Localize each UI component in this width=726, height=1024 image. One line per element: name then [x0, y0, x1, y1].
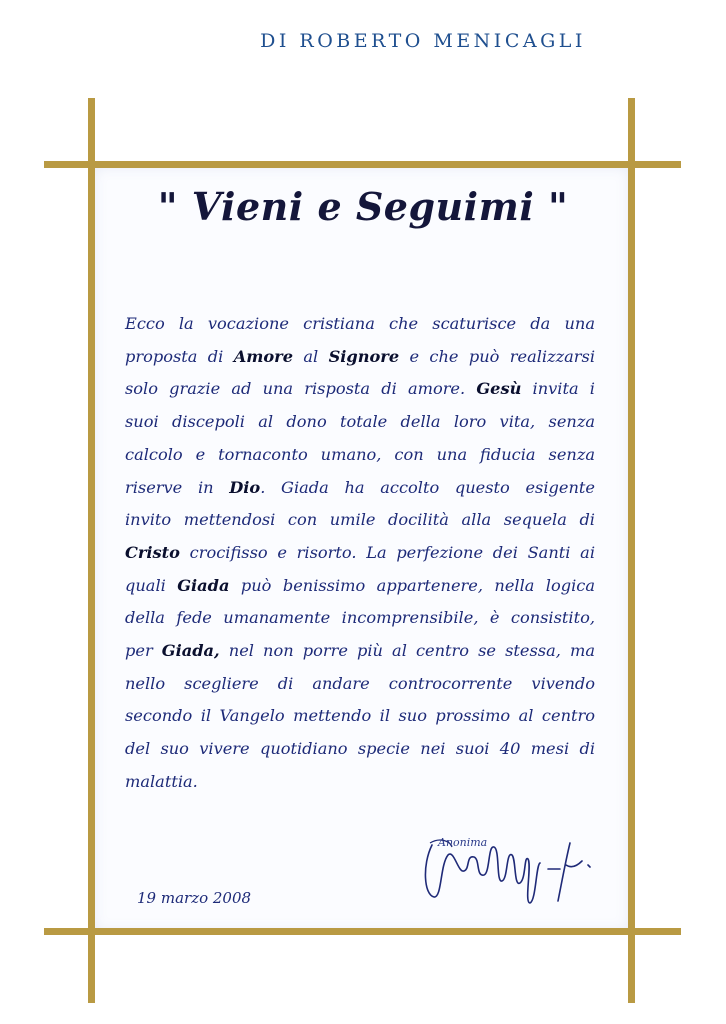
emphasized-word: Cristo	[125, 542, 180, 562]
signature-label: Anonima	[438, 836, 488, 849]
body-line	[125, 439, 595, 472]
body-line	[125, 635, 595, 668]
body-text-segment: nel non porre più al centro se stessa, ma	[219, 641, 596, 661]
emphasized-word: Signore	[328, 346, 400, 366]
body-text-segment: nello scegliere di andare controcorrente vivendo	[125, 673, 595, 693]
emphasized-word: Gesù	[476, 379, 522, 399]
letter-date: 19 marzo 2008	[137, 889, 252, 907]
body-line	[125, 406, 595, 439]
body-text-segment: suoi discepoli al dono totale della loro vita, senza	[125, 412, 595, 432]
body-line	[125, 537, 595, 570]
body-line	[125, 472, 595, 505]
emphasized-word: Giada	[177, 575, 230, 595]
body-line	[125, 766, 595, 799]
frame-line-top	[44, 161, 681, 168]
body-text-segment: della fede umanamente incomprensibile, è consistito,	[125, 608, 595, 628]
body-text-segment: per	[125, 641, 162, 661]
body-text-segment: solo grazie ad una risposta di amore.	[125, 379, 477, 399]
body-line	[125, 700, 595, 733]
body-text-segment: secondo il Vangelo mettendo il suo prossimo al centro	[125, 706, 595, 726]
body-line	[125, 733, 595, 766]
body-line	[125, 602, 595, 635]
handwritten-signature	[420, 825, 595, 910]
body-text-segment: crocifisso e risorto. La perfezione dei Santi ai	[179, 542, 595, 562]
body-text-segment: al	[293, 346, 329, 366]
body-text-segment: invito mettendosi con umile docilità alla sequela di	[125, 510, 595, 530]
emphasized-word: Amore	[233, 346, 293, 366]
body-text-segment: . Giada ha accolto questo esigente	[260, 477, 595, 497]
frame-line-bottom	[44, 928, 681, 935]
body-text-segment: e che può realizzarsi	[399, 346, 596, 366]
body-text-segment: del suo vivere quotidiano specie nei suoi 40 mesi di	[125, 739, 595, 759]
body-text-segment: riserve in	[125, 477, 230, 497]
body-line	[125, 668, 595, 701]
body-line	[125, 308, 595, 341]
body-text-segment: quali	[125, 575, 178, 595]
body-line	[125, 570, 595, 603]
author-header: DI ROBERTO MENICAGLI	[260, 30, 586, 52]
body-text-segment: malattia.	[125, 771, 198, 791]
body-line	[125, 504, 595, 537]
body-line	[125, 373, 595, 406]
body-line	[125, 341, 595, 374]
body-text-segment: può benissimo appartenere, nella logica	[229, 575, 595, 595]
body-text-segment: Ecco la vocazione cristiana che scaturisce da una	[125, 314, 595, 333]
body-text-segment: invita i	[521, 379, 595, 399]
frame-line-left	[88, 98, 95, 1003]
emphasized-word: Giada,	[161, 641, 220, 661]
letter-body	[125, 308, 595, 799]
letter-title: " Vieni e Seguimi "	[157, 184, 569, 229]
body-text-segment: calcolo e tornaconto umano, con una fiducia senza	[125, 444, 595, 464]
emphasized-word: Dio	[229, 477, 261, 497]
frame-line-right	[628, 98, 635, 1003]
body-text-segment: proposta di	[125, 346, 234, 366]
